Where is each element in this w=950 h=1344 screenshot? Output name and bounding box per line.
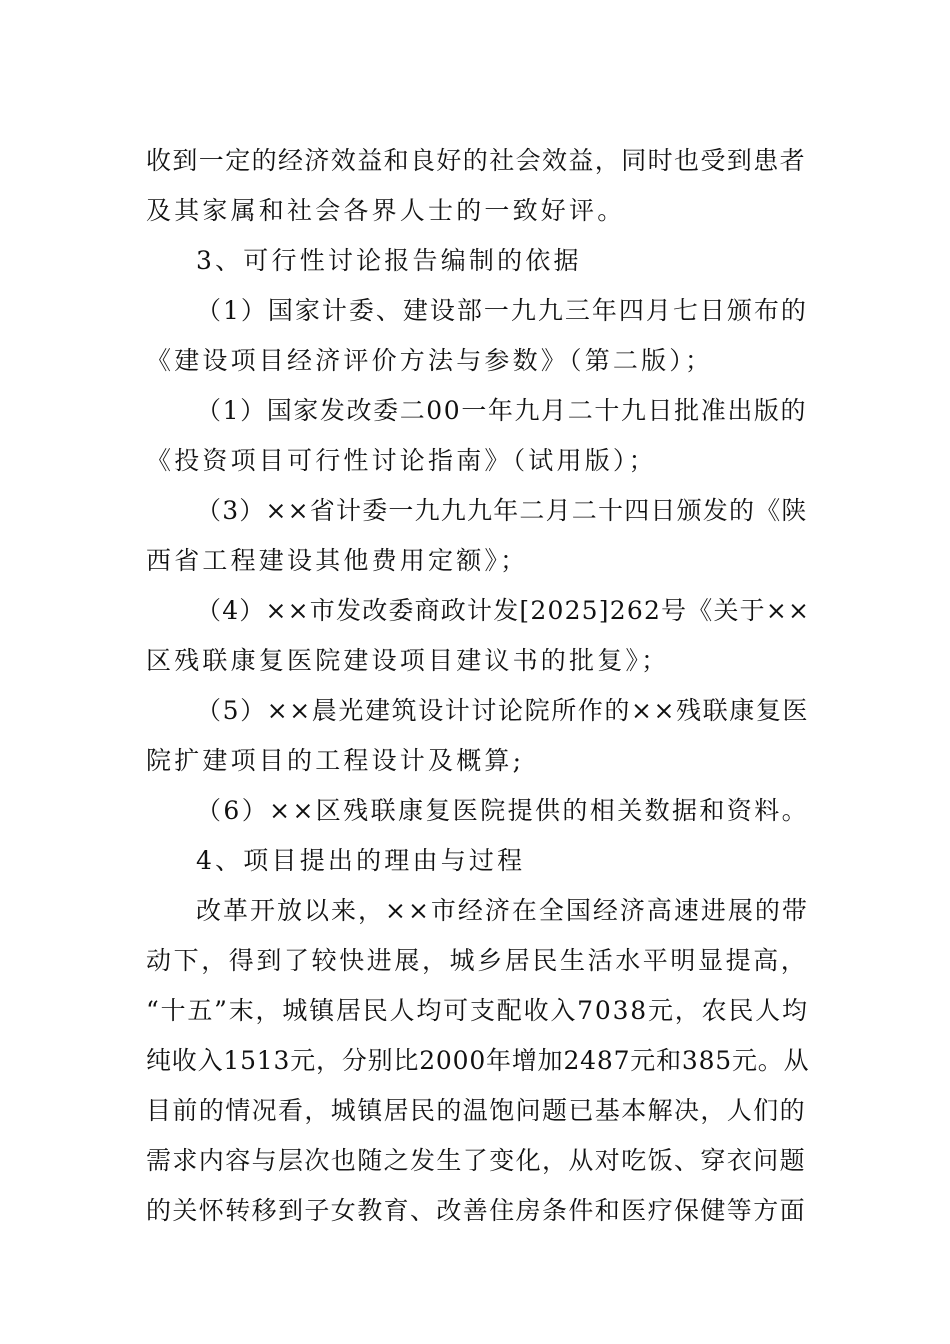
list-item-text: （6）××区残联康复医院提供的相关数据和资料。	[196, 796, 810, 825]
section-heading: 3、可行性讨论报告编制的依据	[196, 246, 582, 275]
list-item-text: 《建设项目经济评价方法与参数》（第二版）；	[146, 346, 714, 375]
body-text-line: 动下，得到了较快进展，城乡居民生活水平明显提高，	[146, 946, 809, 975]
list-item-text: （1）国家发改委二00一年九月二十九日批准出版的	[196, 396, 808, 425]
list-item-text: 西省工程建设其他费用定额》；	[146, 546, 529, 575]
body-text-line: 纯收入1513元，分别比2000年增加2487元和385元。从	[146, 1046, 810, 1075]
body-text-line: 需求内容与层次也随之发生了变化，从对吃饭、穿衣问题	[146, 1146, 807, 1175]
section-heading: 4、项目提出的理由与过程	[196, 846, 526, 875]
list-item-text: 《投资项目可行性讨论指南》（试用版）；	[146, 446, 657, 475]
list-item-text: 区残联康复医院建设项目建议书的批复》；	[146, 646, 670, 675]
list-item-text: （3）××省计委一九九九年二月二十四日颁发的《陕	[196, 496, 808, 525]
body-text-line: 收到一定的经济效益和良好的社会效益，同时也受到患者	[146, 146, 807, 175]
list-item-text: （4）××市发改委商政计发[2025]262号《关于××	[196, 596, 810, 625]
body-text-line: 的关怀转移到子女教育、改善住房条件和医疗保健等方面	[146, 1196, 807, 1225]
body-text-line: 目前的情况看，城镇居民的温饱问题已基本解决，人们的	[146, 1096, 807, 1125]
body-text-line: 及其家属和社会各界人士的一致好评。	[146, 196, 626, 225]
list-item-text: （1）国家计委、建设部一九九三年四月七日颁布的	[196, 296, 808, 325]
list-item-text: 院扩建项目的工程设计及概算;	[146, 746, 525, 775]
list-item-text: （5）××晨光建筑设计讨论院所作的××残联康复医	[196, 696, 810, 725]
body-text-line: 改革开放以来，××市经济在全国经济高速进展的带	[196, 896, 809, 925]
body-text-line: “十五”末，城镇居民人均可支配收入7038元，农民人均	[146, 996, 809, 1025]
